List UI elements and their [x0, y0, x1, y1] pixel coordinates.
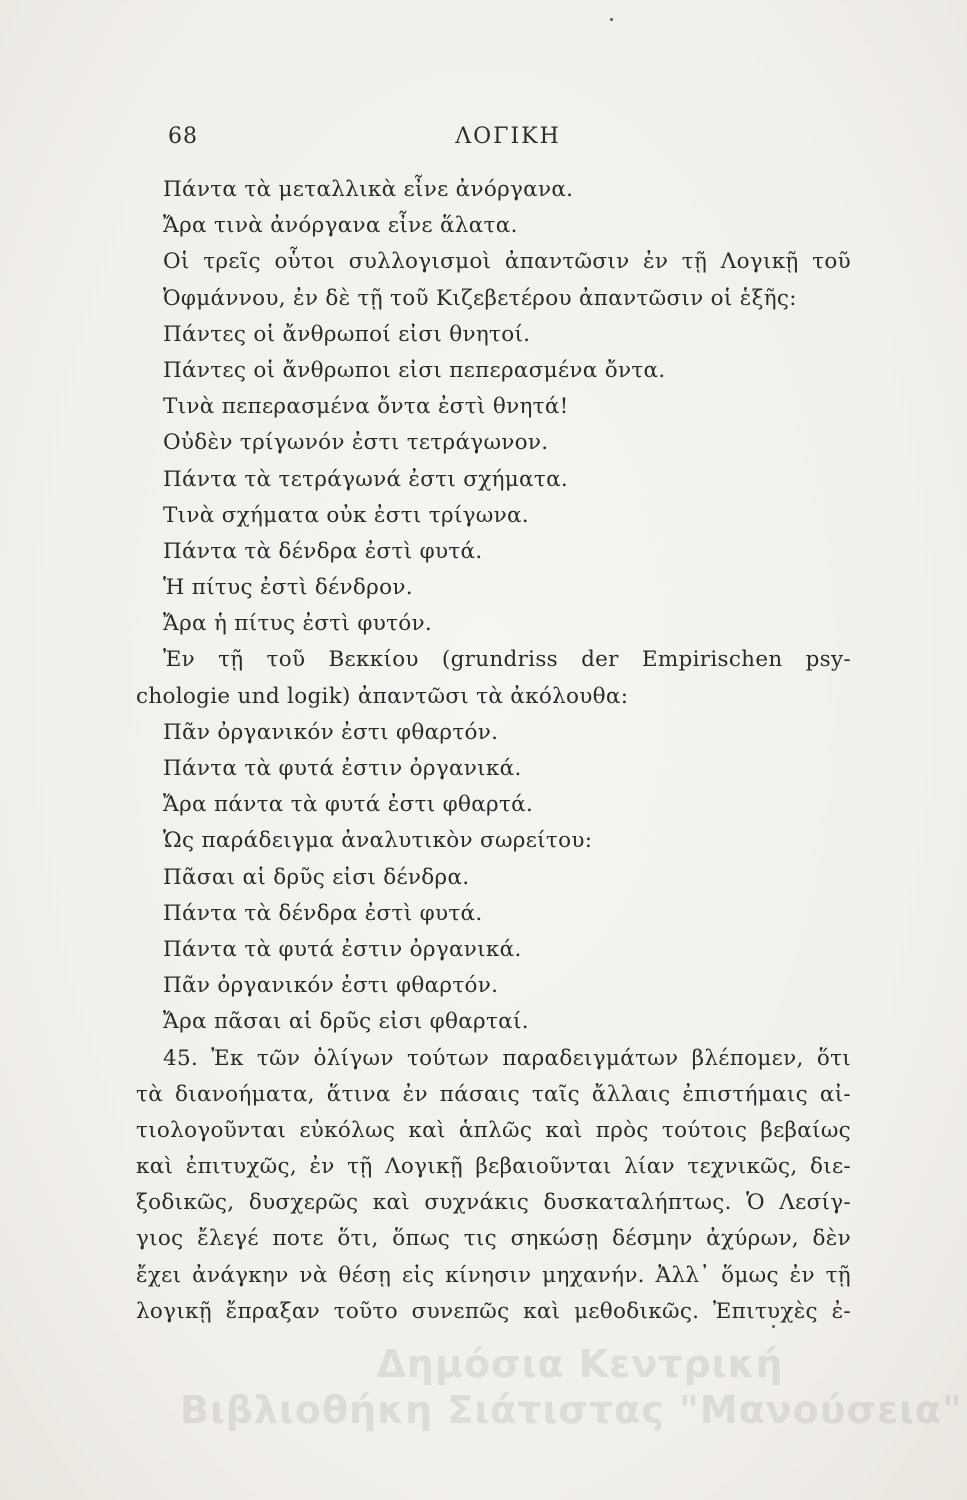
- page-number: 68: [168, 124, 198, 149]
- text-line: Τινὰ σχήματα οὐκ ἐστι τρίγωνα.: [163, 502, 529, 528]
- text-line: Πάντα τὰ φυτά ἐστιν ὀργανικά.: [163, 756, 522, 781]
- text-line: Τινὰ πεπερασμένα ὄντα ἐστὶ θνητά!: [163, 394, 569, 420]
- text-line: 45. Ἐκ τῶν ὀλίγων τούτων παραδειγμάτων βλέπομεν, ὅτι: [163, 1045, 851, 1071]
- paper-speck: [610, 18, 613, 21]
- text-line: Πάντα τὰ μεταλλικὰ εἶνε ἀνόργανα.: [163, 177, 574, 202]
- text-line: ἔχει ἀνάγκην νὰ θέσῃ εἰς κίνησιν μηχανήν. Ἀλλ᾽ ὅμως ἐν τῇ: [136, 1262, 851, 1288]
- text-line: ξοδικῶς, δυσχερῶς καὶ συχνάκις δυσκαταλήπτως. Ὁ Λεσίγ-: [136, 1190, 851, 1216]
- text-line: τὰ διανοήματα, ἅτινα ἐν πάσαις ταῖς ἄλλαις ἐπιστήμαις αἰ-: [136, 1081, 851, 1107]
- text-line: Πάντα τὰ δένδρα ἐστὶ φυτά.: [163, 900, 483, 926]
- paper-speck: [772, 1325, 775, 1328]
- text-line: Οἱ τρεῖς οὗτοι συλλογισμοὶ ἀπαντῶσιν ἐν τῇ Λογικῇ τοῦ: [163, 249, 851, 275]
- text-line: Πάντες οἱ ἄνθρωποί εἰσι θνητοί.: [163, 321, 531, 347]
- text-line: λογικῇ ἔπραξαν τοῦτο συνεπῶς καὶ μεθοδικῶς. Ἐπιτυχὲς ἐ-: [136, 1298, 851, 1324]
- library-watermark-line-2: Βιβλιοθήκη Σιάτιστας "Μανούσεια": [180, 1388, 963, 1432]
- text-line: Πάντα τὰ φυτά ἐστιν ὀργανικά.: [163, 936, 522, 962]
- text-line: chologie und logik) ἀπαντῶσι τὰ ἀκόλουθα:: [136, 683, 629, 709]
- text-line: Ἐν τῇ τοῦ Βεκκίου (grundriss der Empirischen psy-: [163, 647, 851, 673]
- text-line: καὶ ἐπιτυχῶς, ἐν τῇ Λογικῇ βεβαιοῦνται λίαν τεχνικῶς, διε-: [136, 1154, 851, 1180]
- text-line: Ἄρα πᾶσαι αἱ δρῦς εἰσι φθαρταί.: [163, 1009, 529, 1035]
- text-line: Ἡ πίτυς ἐστὶ δένδρον.: [163, 575, 413, 601]
- text-line: Πᾶσαι αἱ δρῦς εἰσι δένδρα.: [163, 864, 470, 890]
- text-line: Ὡς παράδειγμα ἀναλυτικὸν σωρείτου:: [163, 828, 593, 854]
- text-line: γιος ἔλεγέ ποτε ὅτι, ὅπως τις σηκώσῃ δέσμην ἀχύρων, δὲν: [136, 1226, 851, 1252]
- text-line: Πάντες οἱ ἄνθρωποι εἰσι πεπερασμένα ὄντα.: [163, 357, 666, 383]
- text-line: Πᾶν ὀργανικόν ἐστι φθαρτόν.: [163, 973, 499, 999]
- text-line: Ὀφμάννου, ἐν δὲ τῇ τοῦ Κιζεβετέρου ἀπαντῶσιν οἱ ἑξῆς:: [163, 285, 797, 311]
- text-line: Πάντα τὰ δένδρα ἐστὶ φυτά.: [163, 538, 483, 564]
- running-title: ΛΟΓΙΚΗ: [455, 124, 561, 149]
- body-text: [136, 172, 851, 1330]
- text-line: Οὐδὲν τρίγωνόν ἐστι τετράγωνον.: [163, 430, 549, 456]
- text-line: Ἄρα ἡ πίτυς ἐστὶ φυτόν.: [163, 611, 433, 637]
- page-header: [168, 124, 848, 154]
- text-line: Πᾶν ὀργανικόν ἐστι φθαρτόν.: [163, 719, 499, 745]
- text-line: Πάντα τὰ τετράγωνά ἐστι σχήματα.: [163, 466, 569, 492]
- text-line: Ἄρα πάντα τὰ φυτά ἐστι φθαρτά.: [163, 792, 534, 818]
- text-line: τιολογοῦνται εὐκόλως καὶ ἁπλῶς καὶ πρὸς τούτοις βεβαίως: [136, 1117, 851, 1143]
- text-line: Ἄρα τινὰ ἀνόργανα εἶνε ἅλατα.: [163, 213, 518, 239]
- library-watermark-line-1: Δημόσια Κεντρική: [376, 1342, 784, 1386]
